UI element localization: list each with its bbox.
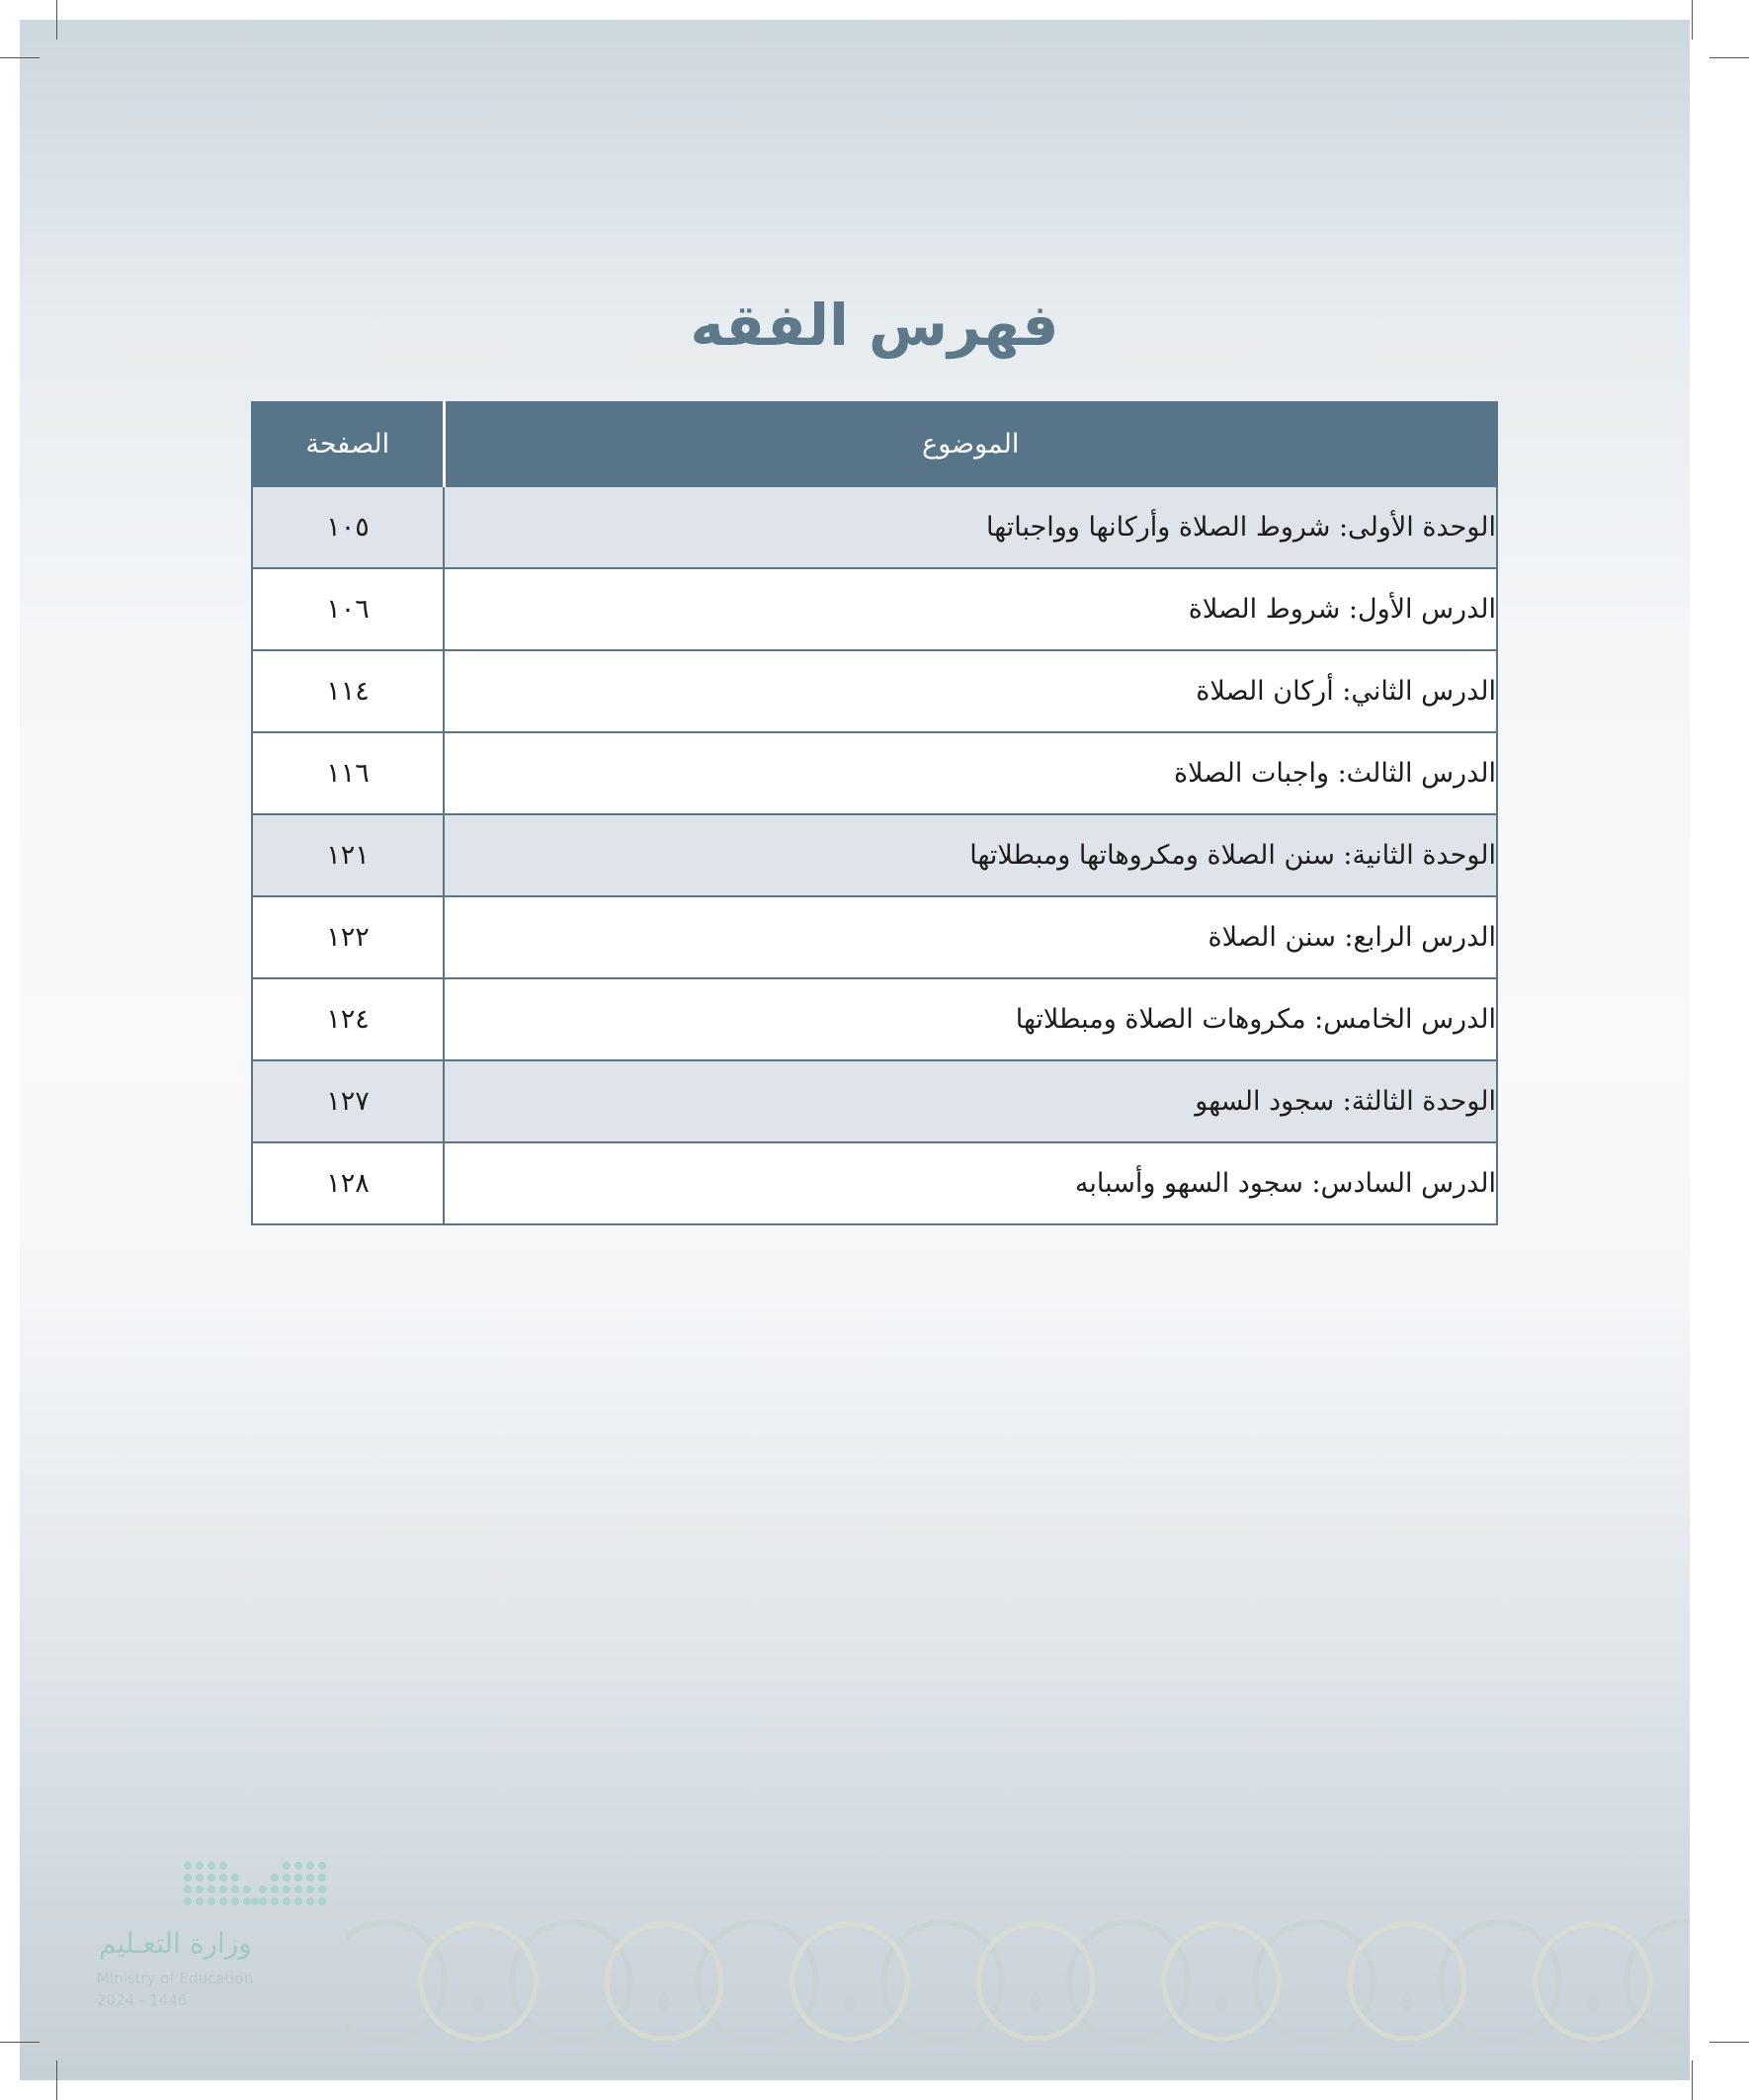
topic-cell: الدرس الأول: شروط الصلاة <box>444 568 1497 650</box>
topic-cell: الدرس الثاني: أركان الصلاة <box>444 650 1497 732</box>
topic-cell: الدرس الثالث: واجبات الصلاة <box>444 732 1497 814</box>
page-number-cell: ١٢٤ <box>252 978 444 1060</box>
topic-cell: الوحدة الثانية: سنن الصلاة ومكروهاتها ومبطلاتها <box>444 814 1497 896</box>
crop-mark <box>1709 57 1749 58</box>
ministry-name-english: Ministry of Education <box>97 1970 254 1987</box>
table-row <box>252 814 1497 896</box>
page-title: فهرس الفقه <box>690 292 1059 359</box>
table-row <box>252 1142 1497 1224</box>
page-number-cell: ١٠٥ <box>252 486 444 568</box>
decorative-ornament-band <box>346 1897 1690 2046</box>
page-number-cell: ١٢٨ <box>252 1142 444 1224</box>
topic-cell: الوحدة الأولى: شروط الصلاة وأركانها وواجباتها <box>444 486 1497 568</box>
page-number-cell: ١٢٢ <box>252 896 444 978</box>
table-header-row <box>252 402 1497 486</box>
column-header-topic: الموضوع <box>444 402 1497 486</box>
crop-mark <box>0 2042 40 2043</box>
crop-mark <box>1692 0 1693 40</box>
column-header-page: الصفحة <box>252 402 444 486</box>
crop-mark <box>0 57 40 58</box>
topic-cell: الوحدة الثالثة: سجود السهو <box>444 1060 1497 1142</box>
crop-mark <box>1709 2042 1749 2043</box>
crop-mark <box>56 2060 57 2100</box>
table-row <box>252 568 1497 650</box>
table-row <box>252 732 1497 814</box>
topic-cell: الدرس الرابع: سنن الصلاة <box>444 896 1497 978</box>
table-row <box>252 650 1497 732</box>
edition-year: 2024 - 1446 <box>97 1991 188 2009</box>
table-row <box>252 1060 1497 1142</box>
table-row <box>252 978 1497 1060</box>
topic-cell: الدرس السادس: سجود السهو وأسبابه <box>444 1142 1497 1224</box>
table-row <box>252 896 1497 978</box>
page-number-cell: ١١٦ <box>252 732 444 814</box>
crop-mark <box>1692 2060 1693 2100</box>
toc-table <box>251 401 1498 1225</box>
ministry-name-arabic: وزارة التعـليم <box>99 1927 252 1960</box>
crop-mark <box>56 0 57 40</box>
page-number-cell: ١١٤ <box>252 650 444 732</box>
page-number-cell: ١٠٦ <box>252 568 444 650</box>
topic-cell: الدرس الخامس: مكروهات الصلاة ومبطلاتها <box>444 978 1497 1060</box>
page-number-cell: ١٢١ <box>252 814 444 896</box>
table-row <box>252 486 1497 568</box>
page-number-cell: ١٢٧ <box>252 1060 444 1142</box>
